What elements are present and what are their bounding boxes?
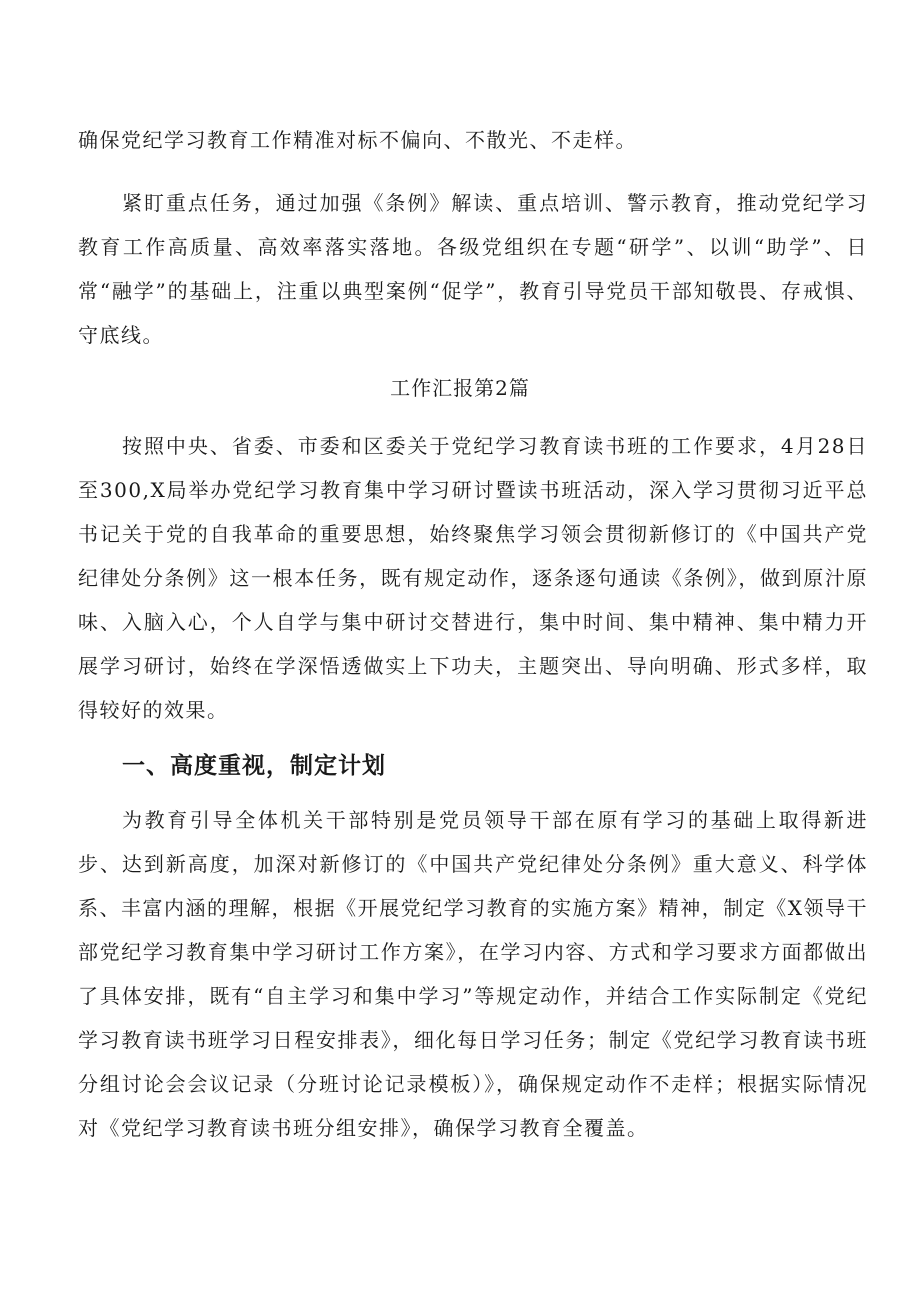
paragraph-plan: 为教育引导全体机关干部特别是党员领导干部在原有学习的基础上取得新进步、达到新高度，加深对新修订的《中国共产党纪律处分条例》重大意义、科学体系、丰富内涵的理解，根据《开展党纪学习教育的实施方案》精神，制定《X领导干部党纪学习教育集中学习研讨工作方案》，在学习内容、方式和学习要求方面都做出了具体安排，既有“自主学习和集中学习”等规定动作，并结合工作实际制定《党纪学习教育读书班学习日程安排表》，细化每日学习任务；制定《党纪学习教育读书班分组讨论会会议记录（分班讨论记录模板）》，确保规定动作不走样；根据实际情况对《党纪学习教育读书班分组安排》，确保学习教育全覆盖。 bbox=[78, 808, 868, 1140]
paragraph-intro: 按照中央、省委、市委和区委关于党纪学习教育读书班的工作要求，4月28日至300,X局举办党纪学习教育集中学习研讨暨读书班活动，深入学习贯彻习近平总书记关于党的自我革命的重要思想，始终聚焦学习领会贯彻新修订的《中国共产党纪律处分条例》这一根本任务，既有规定动作，逐条逐句通读《条例》，做到原汁原味、入脑入心，个人自学与集中研讨交替进行，集中时间、集中精神、集中精力开展学习研讨，始终在学深悟透做实上下功夫，主题突出、导向明确、形式多样，取得较好的效果。 bbox=[78, 434, 868, 722]
paragraph-continuation: 确保党纪学习教育工作精准对标不偏向、不散光、不走样。 bbox=[78, 128, 637, 152]
paragraph-key-tasks: 紧盯重点任务，通过加强《条例》解读、重点培训、警示教育，推动党纪学习教育工作高质量、高效率落实落地。各级党组织在专题“研学”、以训“助学”、日常“融学”的基础上，注重以典型案例“促学”，教育引导党员干部知敬畏、存戒惧、守底线。 bbox=[78, 191, 868, 347]
heading-1: 一、高度重视，制定计划 bbox=[122, 753, 386, 779]
section-title: 工作汇报第2篇 bbox=[390, 376, 530, 400]
